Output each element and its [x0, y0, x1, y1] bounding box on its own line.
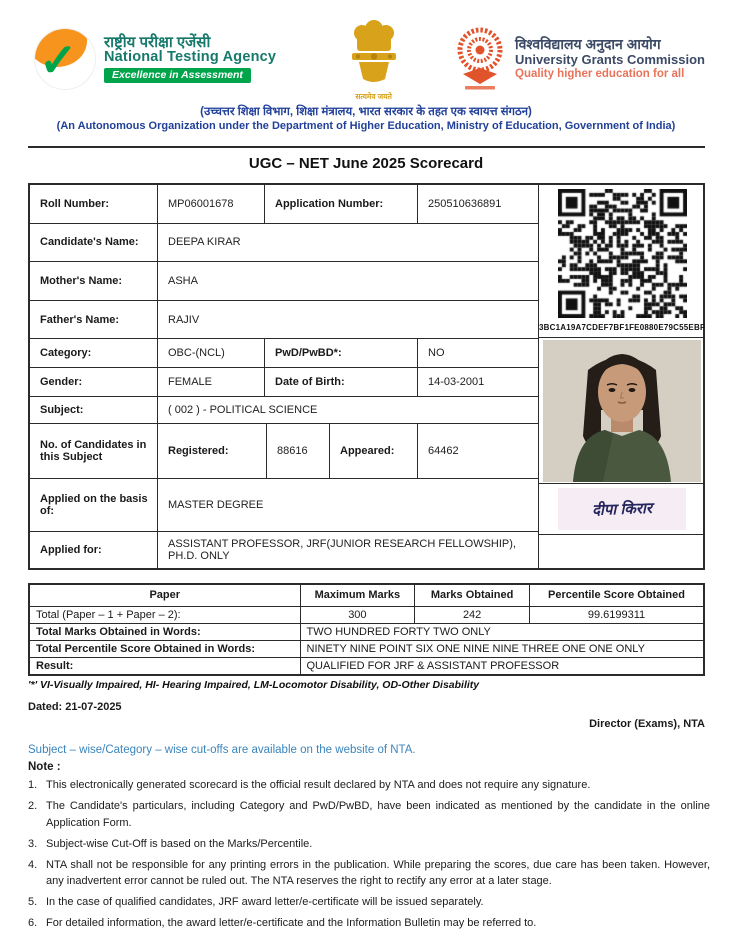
appeared-label: Appeared: — [330, 424, 418, 478]
nta-name-english: National Testing Agency — [104, 49, 277, 66]
row-candidate-counts — [30, 424, 538, 479]
header-marks-obtained: Marks Obtained — [415, 584, 530, 606]
row-applied-basis — [30, 479, 538, 532]
marks-table — [28, 583, 705, 676]
subject-value: ( 002 ) - POLITICAL SCIENCE — [168, 403, 318, 416]
percentile-words-value: NINETY NINE POINT SIX ONE NINE NINE THREE ONE ONE ONLY — [300, 640, 704, 657]
candidate-name-label: Candidate's Name: — [30, 224, 158, 262]
row-mother-name — [30, 262, 538, 301]
cutoff-website-link[interactable]: Subject – wise/Category – wise cut-offs are available on the website of NTA. — [28, 744, 416, 756]
row-subject — [30, 397, 538, 424]
row-category-pwd — [30, 339, 538, 368]
note-item: Subject-wise Cut-Off is based on the Marks/Percentile. — [46, 837, 313, 850]
total-label: Total (Paper – 1 + Paper – 2): — [29, 606, 300, 623]
pwd-value: NO — [428, 347, 445, 360]
subject-label: Subject: — [30, 397, 158, 423]
org-line-english: (An Autonomous Organization under the Department of Higher Education, Ministry of Education, Government of India) — [56, 120, 676, 132]
marks-words-row — [29, 623, 704, 640]
father-name-label: Father's Name: — [30, 301, 158, 339]
row-candidate-name — [30, 224, 538, 263]
candidate-signature — [539, 484, 705, 535]
father-name-value: RAJIV — [168, 313, 200, 326]
roll-number-value: MP06001678 — [158, 185, 265, 223]
applied-for-label: Applied for: — [30, 532, 158, 568]
qr-hash-text: 3BC1A19A7CDEF7BF1FE0880E79C55EBF — [539, 322, 705, 338]
gender-value: FEMALE — [158, 368, 265, 396]
total-max-marks: 300 — [300, 606, 415, 623]
header — [28, 14, 705, 104]
nta-tagline-banner: Excellence in Assessment — [104, 68, 251, 83]
ugc-name-english: University Grants Commission — [515, 51, 705, 67]
ashoka-emblem-icon — [345, 17, 403, 91]
applied-for-value: ASSISTANT PROFESSOR, JRF(JUNIOR RESEARCH FELLOWSHIP), PH.D. ONLY — [168, 538, 516, 563]
candidates-count-label: No. of Candidates in this Subject — [30, 424, 158, 478]
header-percentile: Percentile Score Obtained — [529, 584, 704, 606]
photo-qr-column — [538, 185, 705, 568]
percentile-words-label: Total Percentile Score Obtained in Words: — [29, 640, 300, 657]
row-gender-dob — [30, 368, 538, 397]
row-applied-for — [30, 532, 538, 568]
nta-logo-icon: ✓ — [34, 28, 96, 90]
result-row — [29, 657, 704, 675]
empty-cell — [539, 535, 705, 568]
note-item: This electronically generated scorecard is the official result declared by NTA and does not require any signature. — [46, 779, 591, 791]
notes-list — [28, 777, 710, 936]
application-number-value: 250510636891 — [428, 197, 502, 210]
org-line-hindi: (उच्चत्तर शिक्षा विभाग, शिक्षा मंत्रालय, भारत सरकार के तहत एक स्वायत्त संगठन) — [200, 106, 532, 118]
candidate-photo — [539, 338, 705, 484]
ugc-tagline: Quality higher education for all — [515, 68, 685, 81]
national-emblem-block — [345, 17, 403, 102]
note-item: NTA shall not be responsible for any printing errors in the publication. While preparing the scores, due care has been taken. However, any inadvertent error cannot be ruled out. The NTA reserves the right to rectify any error at a later stage. — [46, 858, 710, 887]
ugc-name-hindi: विश्वविद्यालय अनुदान आयोग — [515, 35, 661, 52]
header-paper: Paper — [29, 584, 300, 606]
header-divider — [28, 146, 705, 148]
mother-name-label: Mother's Name: — [30, 262, 158, 300]
roll-number-label: Roll Number: — [30, 185, 158, 223]
total-marks-obtained: 242 — [415, 606, 530, 623]
nta-name-hindi: राष्ट्रीय परीक्षा एजेंसी — [104, 33, 211, 51]
ugc-logo-icon — [453, 26, 507, 92]
marks-total-row — [29, 606, 704, 623]
emblem-motto: सत्यमेव जयते — [355, 91, 392, 101]
page-title: UGC – NET June 2025 Scorecard — [248, 155, 484, 172]
candidate-info-table — [28, 183, 705, 570]
ugc-logo-block — [453, 26, 705, 92]
note-item: The Candidate's particulars, including Category and PwD/PwBD, have been indicated as mentioned by the candidate in the online Application Form. — [46, 800, 710, 829]
note-item: For detailed information, the award letter/e-certificate and the Information Bulletin may be referred to. — [46, 917, 537, 929]
registered-label: Registered: — [158, 424, 267, 478]
total-percentile: 99.6199311 — [529, 606, 704, 623]
dated-line: Dated: 21-07-2025 — [28, 701, 122, 713]
marks-header-row — [29, 584, 704, 606]
gender-label: Gender: — [30, 368, 158, 396]
pwd-label: PwD/PwBD*: — [265, 339, 418, 367]
note-item: In the case of qualified candidates, JRF award letter/e-certificate will be issued separately. — [46, 896, 484, 908]
percentile-words-row — [29, 640, 704, 657]
signature-text: दीपा किरार — [591, 499, 653, 520]
row-father-name — [30, 301, 538, 340]
application-number-label: Application Number: — [265, 185, 418, 223]
applied-basis-value: MASTER DEGREE — [168, 499, 264, 512]
row-roll-application — [30, 185, 538, 224]
dob-value: 14-03-2001 — [428, 375, 485, 388]
mother-name-value: ASHA — [168, 274, 198, 287]
appeared-value: 64462 — [428, 444, 459, 457]
result-value: QUALIFIED FOR JRF & ASSISTANT PROFESSOR — [300, 657, 704, 675]
note-heading: Note : — [28, 761, 61, 773]
category-label: Category: — [30, 339, 158, 367]
registered-value: 88616 — [267, 424, 330, 478]
category-value: OBC-(NCL) — [158, 339, 265, 367]
marks-words-value: TWO HUNDRED FORTY TWO ONLY — [300, 623, 704, 640]
applied-basis-label: Applied on the basis of: — [30, 479, 158, 531]
disability-footnote: '*' VI-Visually Impaired, HI- Hearing Impaired, LM-Locomotor Disability, OD-Other Disability — [28, 679, 480, 691]
header-max-marks: Maximum Marks — [300, 584, 415, 606]
director-signature-line: Director (Exams), NTA — [589, 718, 705, 730]
nta-logo-block — [34, 28, 276, 90]
marks-words-label: Total Marks Obtained in Words: — [29, 623, 300, 640]
qr-code — [539, 185, 705, 322]
result-label: Result: — [29, 657, 300, 675]
candidate-name-value: DEEPA KIRAR — [168, 236, 241, 249]
dob-label: Date of Birth: — [265, 368, 418, 396]
